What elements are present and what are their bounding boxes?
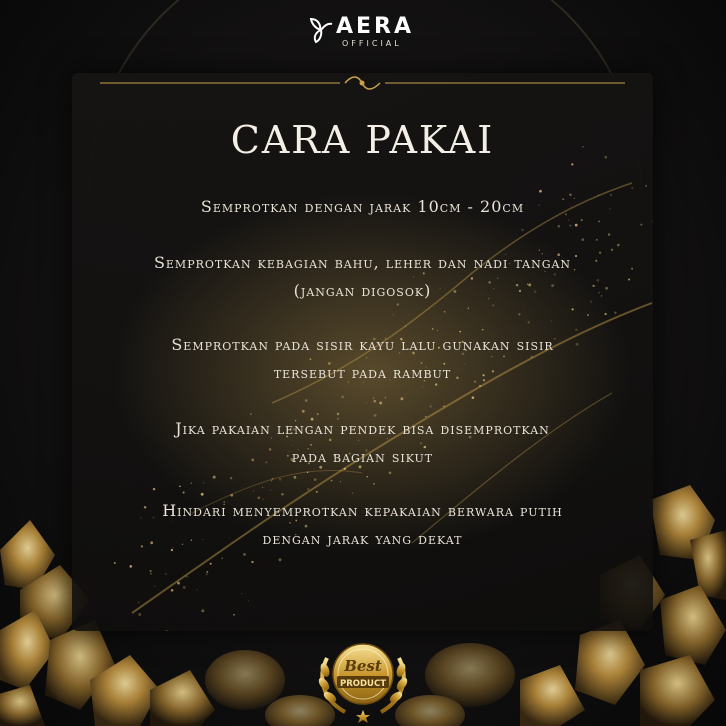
- glitter-speck: [605, 313, 607, 315]
- glitter-speck: [203, 482, 205, 484]
- glitter-speck: [183, 586, 186, 589]
- glitter-speck: [640, 224, 642, 226]
- glitter-speck: [472, 396, 475, 399]
- instruction-line: tersebut pada rambut: [273, 363, 452, 382]
- glitter-speck: [177, 582, 180, 585]
- glitter-speck: [352, 492, 353, 493]
- glitter-speck: [201, 609, 204, 612]
- instruction-item: [82, 497, 643, 553]
- glitter-speck: [138, 613, 141, 616]
- instruction-line: Semprotkan dengan jarak 10cm - 20cm: [200, 197, 525, 216]
- glitter-speck: [596, 239, 598, 241]
- brand-subtitle: OFFICIAL: [342, 39, 402, 48]
- butterfly-mark-icon: [308, 16, 334, 44]
- instruction-line: (jangan digosok): [293, 281, 432, 300]
- glitter-speck: [587, 314, 589, 316]
- glitter-speck: [340, 481, 341, 482]
- glitter-speck: [302, 410, 305, 413]
- glitter-speck: [271, 489, 272, 490]
- glitter-speck: [307, 488, 309, 490]
- glitter-speck: [206, 574, 207, 575]
- glitter-speck: [314, 478, 317, 481]
- badge-product-text: PRODUCT: [340, 679, 386, 689]
- glitter-speck: [527, 321, 529, 323]
- glitter-speck: [518, 313, 520, 315]
- glitter-speck: [201, 493, 204, 496]
- glitter-speck: [129, 565, 132, 568]
- glitter-speck: [572, 308, 574, 310]
- glitter-speck: [316, 491, 318, 493]
- glitter-speck: [241, 593, 242, 594]
- instruction-item: [82, 415, 643, 471]
- glitter-speck: [191, 483, 192, 484]
- glitter-speck: [429, 405, 432, 408]
- glitter-speck: [165, 630, 168, 631]
- glitter-speck: [631, 187, 633, 189]
- glitter-speck: [206, 571, 208, 573]
- glitter-speck: [331, 480, 333, 482]
- glitter-speck: [432, 328, 434, 330]
- glitter-speck: [392, 314, 393, 315]
- glitter-speck: [307, 471, 309, 473]
- glitter-speck: [279, 478, 282, 481]
- glitter-speck: [373, 397, 375, 399]
- glitter-speck: [582, 238, 585, 241]
- glitter-speck: [305, 399, 308, 402]
- instruction-line: Jika pakaian lengan pendek bisa disemprotkan: [175, 419, 550, 438]
- glitter-speck: [294, 476, 297, 479]
- glitter-speck: [262, 487, 263, 488]
- best-product-laurel-icon: [313, 628, 413, 724]
- glitter-speck: [185, 575, 187, 577]
- brand-name: AERA: [336, 14, 415, 39]
- glitter-speck: [614, 312, 616, 314]
- glitter-speck: [575, 224, 578, 227]
- glitter-speck: [248, 600, 249, 601]
- glitter-speck: [243, 553, 246, 556]
- glitter-speck: [253, 491, 254, 492]
- glitter-speck: [138, 601, 140, 603]
- glitter-speck: [400, 397, 403, 400]
- glitter-speck: [443, 406, 445, 408]
- glitter-speck: [230, 477, 232, 479]
- glitter-speck: [154, 586, 155, 587]
- glitter-speck: [444, 311, 446, 313]
- glitter-speck: [617, 244, 620, 247]
- glitter-speck: [645, 185, 646, 186]
- glitter-speck: [608, 233, 610, 235]
- glitter-speck: [114, 562, 116, 564]
- instruction-item: [82, 331, 643, 387]
- glitter-speck: [468, 308, 470, 310]
- instruction-item: [82, 249, 643, 305]
- brand-logo: [308, 14, 420, 52]
- page-title: CARA PAKAI: [230, 118, 495, 162]
- instruction-line: pada bagian sikut: [291, 447, 434, 466]
- glitter-speck: [569, 225, 571, 227]
- glitter-speck: [343, 396, 345, 398]
- glitter-speck: [551, 320, 552, 321]
- glitter-speck: [150, 570, 152, 572]
- instruction-item: [82, 193, 643, 221]
- glitter-speck: [210, 563, 212, 565]
- glitter-speck: [221, 557, 223, 559]
- glitter-speck: [213, 476, 216, 479]
- glitter-speck: [171, 589, 174, 592]
- glitter-speck: [271, 480, 272, 481]
- top-ornament-divider: [100, 75, 625, 91]
- instruction-card: [72, 73, 653, 631]
- glitter-speck: [373, 483, 375, 485]
- glitter-speck: [271, 478, 273, 480]
- glitter-speck: [165, 573, 167, 575]
- glitter-speck: [179, 485, 181, 487]
- glitter-speck: [405, 325, 407, 327]
- glitter-speck: [379, 402, 382, 405]
- glitter-speck: [557, 225, 560, 228]
- glitter-speck: [187, 576, 188, 577]
- glitter-speck: [281, 493, 283, 495]
- glitter-speck: [233, 614, 235, 616]
- glitter-speck: [385, 397, 387, 399]
- glitter-speck: [366, 402, 367, 403]
- instruction-line: Semprotkan kebagian bahu, leher dan nadi tangan: [153, 253, 572, 272]
- glitter-speck: [521, 229, 524, 232]
- instruction-line: Semprotkan pada sisir kayu lalu gunakan sisir: [171, 335, 554, 354]
- glitter-speck: [251, 561, 253, 563]
- glitter-speck: [197, 589, 198, 590]
- instruction-line: dengan jarak yang dekat: [262, 529, 463, 548]
- glitter-speck: [651, 221, 652, 222]
- glitter-speck: [153, 488, 155, 490]
- glitter-speck: [279, 558, 282, 561]
- glitter-speck: [389, 472, 392, 475]
- badge-best-text: Best: [344, 657, 382, 675]
- glitter-speck: [150, 573, 152, 575]
- instruction-line: Hindari menyemprotkan kepakaian berwara putih: [162, 501, 563, 520]
- glitter-speck: [374, 400, 377, 403]
- glitter-speck: [367, 476, 368, 477]
- glitter-speck: [183, 491, 185, 493]
